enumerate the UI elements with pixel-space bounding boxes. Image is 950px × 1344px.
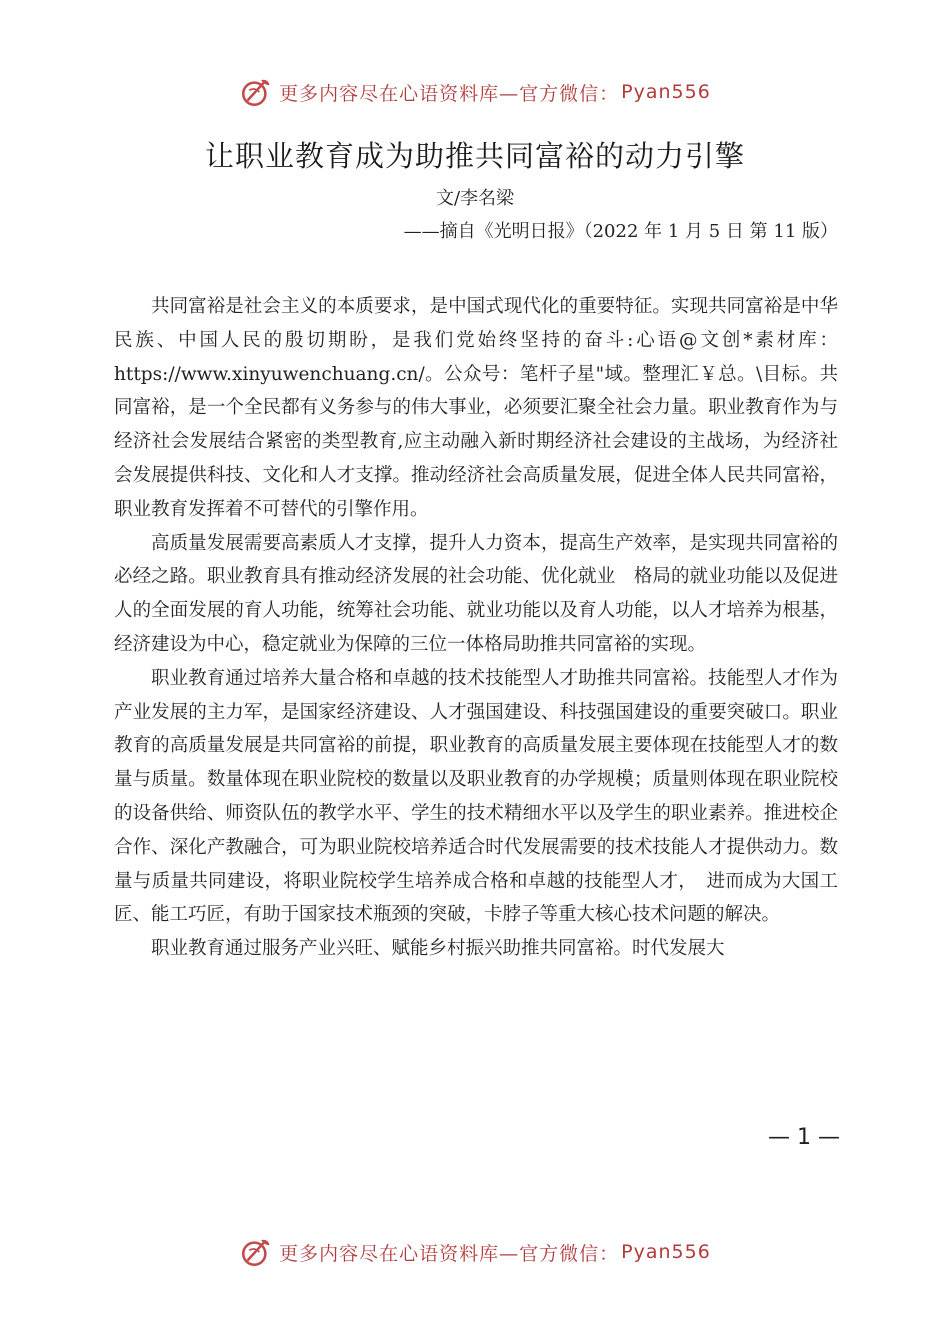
paragraph: 职业教育通过服务产业兴旺、赋能乡村振兴助推共同富裕。时代发展大 <box>151 938 725 960</box>
article-author: 文/李名梁 <box>435 188 515 209</box>
paragraph: 职业教育通过培养大量合格和卓越的技术技能型人才助推共同富裕。技能型人才作为产业发展的主力军，是国家经济建设、人才强国建设、科技强国建设的重要突破口。职业教育的高质量发展是共同富裕的前提，职业教育的高质量发展主要体现在技能型人才的数量与质量。数量体现在职业院校的数量以及职业教育的办学规模；质量则体现在职业院校的设备供给、师资队伍的教学水平、学生的技术精细水平以及学生的职业素养。推进校企合作、深化产教融合，可为职业院校培养适合时代发展需要的技术技能人才提供动力。数量与质量共同建设，将职业院校学生培养成合格和卓越的技能型人才， 进而成为大国工匠、能工巧匠，有助于国家技术瓶颈的突破，卡脖子等重大核心技术问题的解决。 <box>114 667 838 926</box>
page-number: — 1 — <box>768 1125 840 1150</box>
paragraph: 共同富裕是社会主义的本质要求，是中国式现代化的重要特征。实现共同富裕是中华民族、中国人民的殷切期盼，是我们党始终坚持的奋斗:心语@文创*素材库：https://www.xinyuwenchuang.cn/。公众号：笔杆子星"域。整理汇￥总。\目标。共同富裕，是一个全民都有义务参与的伟大事业，必须要汇聚全社会力量。职业教育作为与经济社会发展结合紧密的类型教育,应主动融入新时期经济社会建设的主战场，为经济社会发展提供科技、文化和人才支撑。推动经济社会高质量发展，促进全体人民共同富裕，职业教育发挥着不可替代的引擎作用。 <box>114 296 838 520</box>
brand-logo-icon <box>239 1235 273 1269</box>
paragraph: 高质量发展需要高素质人才支撑，提升人力资本，提高生产效率，是实现共同富裕的必经之路。职业教育具有推动经济发展的社会功能、优化就业 格局的就业功能以及促进人的全面发展的育人功能，统筹社会功能、就业功能以及育人功能，以人才培养为根基，经济建设为中心，稳定就业为保障的三位一体格局助推共同富裕的实现。 <box>114 532 838 655</box>
banner-text: 更多内容尽在心语资料库—官方微信： <box>279 82 620 105</box>
article-source: ——摘自《光明日报》（2022 年 1 月 5 日 第 11 版） <box>403 221 838 242</box>
banner-text: 更多内容尽在心语资料库—官方微信： <box>279 1242 620 1265</box>
header-watermark-banner <box>0 72 950 112</box>
article-body <box>114 290 838 966</box>
brand-logo-icon <box>239 75 273 109</box>
footer-watermark-banner <box>0 1232 950 1272</box>
banner-wechat-id: Pyan556 <box>621 81 711 103</box>
article-title: 让职业教育成为助推共同富裕的动力引擎 <box>204 139 745 173</box>
banner-wechat-id: Pyan556 <box>621 1241 711 1263</box>
